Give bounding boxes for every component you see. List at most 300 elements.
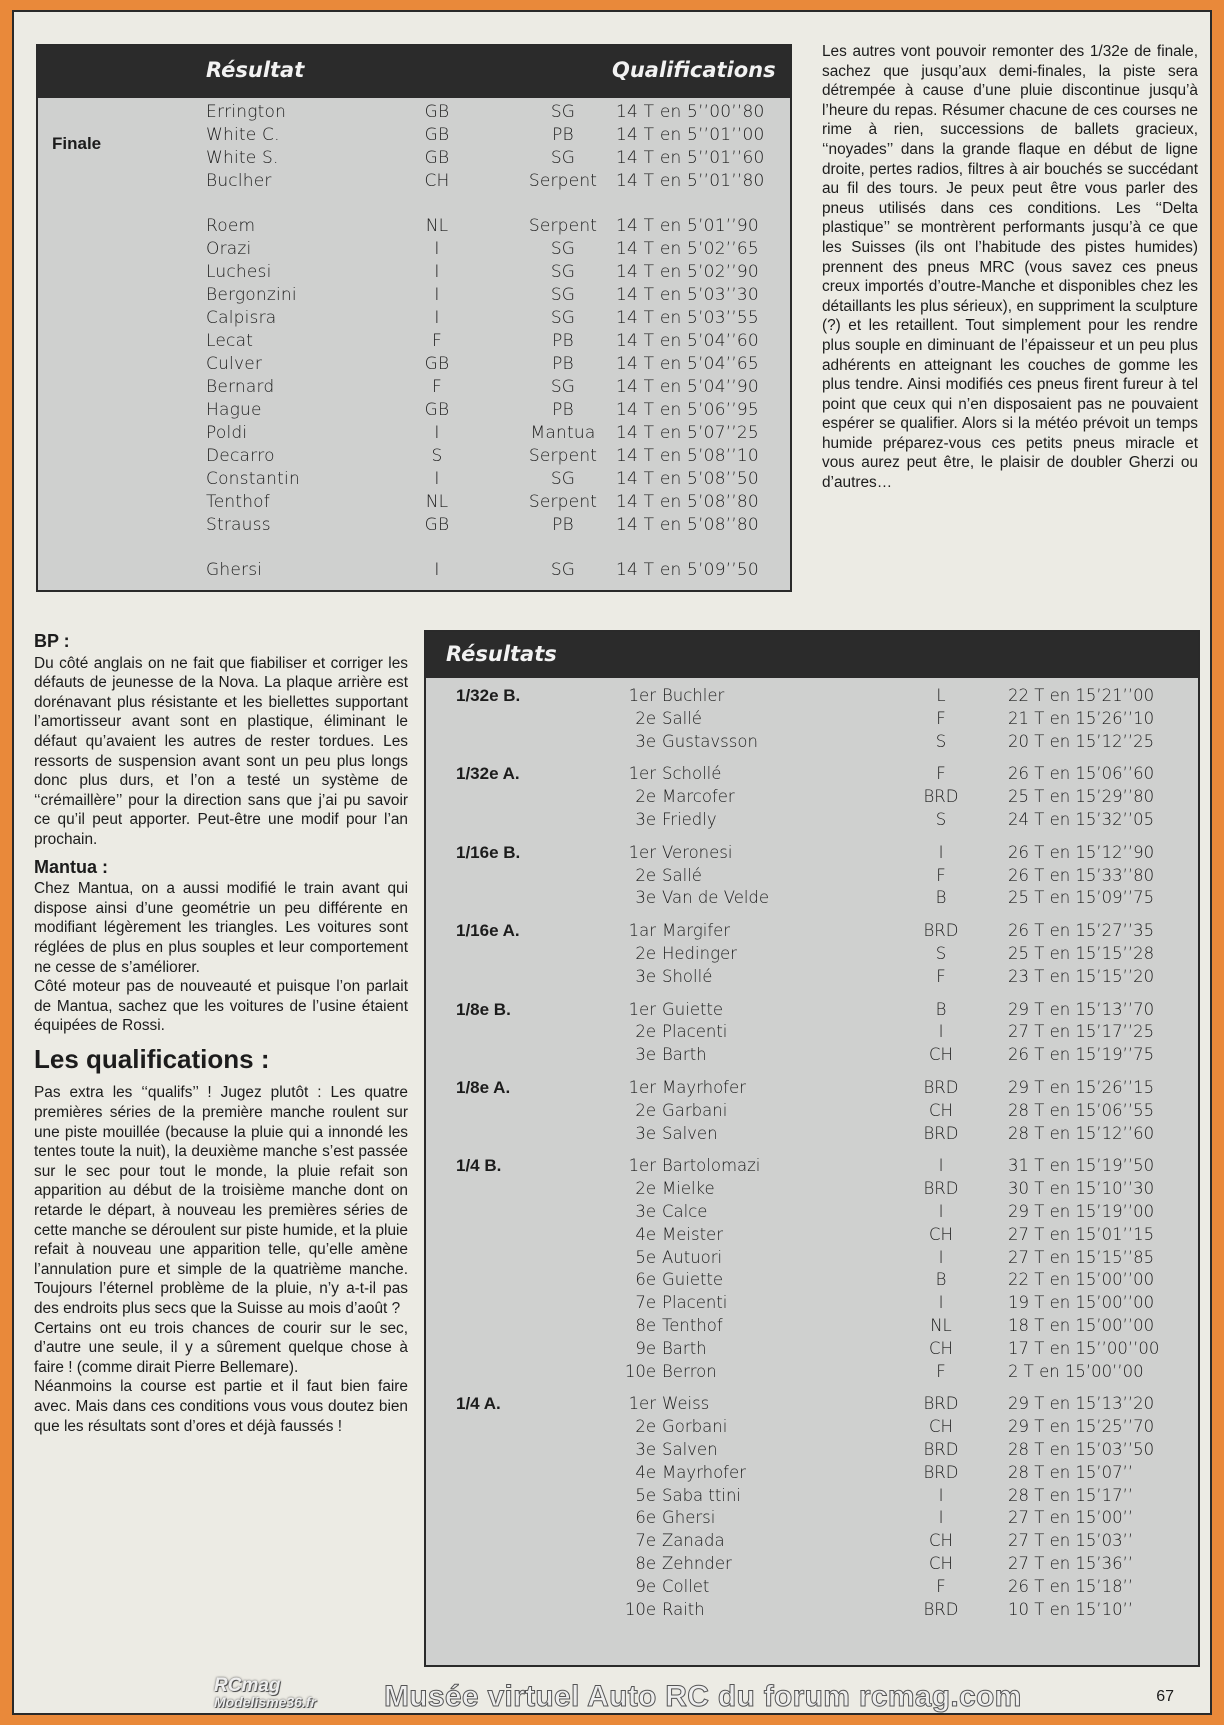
driver-name: Poldi bbox=[206, 423, 248, 443]
result-rank: 3e bbox=[635, 1440, 656, 1459]
driver-nationality: CH bbox=[929, 1417, 953, 1437]
race-time: 26 T en 15’33’’80 bbox=[1008, 865, 1155, 885]
driver-name: Placenti bbox=[662, 1022, 728, 1042]
driver-name: Barth bbox=[662, 1045, 707, 1065]
driver-nationality: BRD bbox=[923, 921, 959, 941]
result-rank: 10e bbox=[624, 1599, 656, 1619]
driver-name: Tenthof bbox=[662, 1316, 723, 1335]
result-rank: 4e bbox=[635, 1462, 656, 1482]
car-make: SG bbox=[550, 560, 576, 580]
header-qualifications: Qualifications bbox=[612, 58, 776, 82]
driver-nationality: I bbox=[434, 308, 440, 328]
driver-nationality: I bbox=[938, 1485, 944, 1505]
qualification-row bbox=[38, 308, 790, 331]
lap-time: 14 T en 5’04’’65 bbox=[616, 354, 759, 374]
result-rank: 1er bbox=[628, 1394, 656, 1414]
result-rank: 9e bbox=[635, 1576, 656, 1596]
qualification-row bbox=[38, 148, 790, 171]
mantua-paragraph-1: Chez Mantua, on a aussi modifié le train avant qui dispose ainsi d’une geométrie un peu différente en modifiant légèrement les triangles. Les voitures sont réglées de plus en plus souples et leur comportement ne cesse de s’améliorer. bbox=[34, 880, 408, 976]
result-row bbox=[426, 1000, 1198, 1022]
driver-nationality: GB bbox=[424, 354, 450, 374]
race-time: 26 T en 15’06’’60 bbox=[1008, 764, 1155, 784]
driver-name: White C. bbox=[206, 125, 280, 145]
lap-time: 14 T en 5’01’’90 bbox=[616, 216, 759, 236]
lap-time: 14 T en 5’’01’’80 bbox=[616, 171, 765, 191]
result-rank: 7e bbox=[635, 1293, 656, 1313]
driver-name: Friedly bbox=[662, 810, 717, 829]
driver-nationality: I bbox=[434, 469, 440, 489]
race-time: 26 T en 15’19’’75 bbox=[1008, 1045, 1155, 1065]
race-time: 24 T en 15’32’’05 bbox=[1008, 810, 1155, 829]
result-row bbox=[426, 1179, 1198, 1201]
category-label: 1/32e B. bbox=[456, 686, 521, 705]
race-time: 31 T en 15’19’’50 bbox=[1008, 1156, 1155, 1176]
driver-name: Luchesi bbox=[206, 262, 272, 282]
qualification-row bbox=[38, 125, 790, 148]
driver-nationality: F bbox=[936, 708, 946, 728]
result-rank: 2e bbox=[635, 1417, 656, 1437]
logo-line-1: RCmag bbox=[214, 1675, 281, 1696]
driver-nationality: NL bbox=[930, 1316, 952, 1335]
result-rank: 2e bbox=[635, 1179, 656, 1199]
car-make: SG bbox=[550, 285, 576, 305]
result-row bbox=[426, 1417, 1198, 1439]
result-row bbox=[426, 1362, 1198, 1384]
left-article-column bbox=[34, 628, 408, 1444]
race-time: 25 T en 15’29’’80 bbox=[1008, 787, 1155, 807]
result-row bbox=[426, 843, 1198, 865]
rcmag-logo bbox=[214, 1675, 316, 1710]
race-time: 27 T en 15’01’’15 bbox=[1008, 1224, 1155, 1244]
driver-name: Margifer bbox=[662, 921, 731, 941]
result-row bbox=[426, 1577, 1198, 1599]
result-row bbox=[426, 1440, 1198, 1462]
result-rank: 3e bbox=[635, 1202, 656, 1221]
driver-name: Saba ttini bbox=[662, 1485, 741, 1505]
lap-time: 14 T en 5’08’’10 bbox=[616, 446, 759, 466]
driver-nationality: I bbox=[434, 285, 440, 305]
lap-time: 14 T en 5’’01’’00 bbox=[616, 125, 765, 145]
qualification-row bbox=[38, 216, 790, 239]
car-make: Serpent bbox=[528, 171, 598, 191]
results-table-header bbox=[426, 632, 1198, 678]
result-rank: 7e bbox=[635, 1531, 656, 1551]
race-time: 25 T en 15’09’’75 bbox=[1008, 888, 1155, 908]
driver-name: Shollé bbox=[662, 966, 713, 986]
result-rank: 3e bbox=[635, 1045, 656, 1065]
driver-name: Marcofer bbox=[662, 787, 735, 807]
car-make: PB bbox=[552, 331, 574, 351]
driver-name: Mielke bbox=[662, 1179, 715, 1199]
driver-name: Meister bbox=[662, 1224, 723, 1244]
qualification-row bbox=[38, 331, 790, 354]
result-row bbox=[426, 1270, 1198, 1292]
race-time: 30 T en 15’10’’30 bbox=[1008, 1179, 1155, 1199]
driver-nationality: BRD bbox=[923, 1123, 959, 1143]
qualification-row bbox=[38, 262, 790, 285]
driver-nationality: I bbox=[434, 262, 440, 282]
driver-name: Guiette bbox=[662, 999, 724, 1019]
result-row bbox=[426, 944, 1198, 966]
car-make: Serpent bbox=[528, 492, 598, 512]
driver-nationality: I bbox=[938, 842, 944, 862]
mantua-paragraph-2: Côté moteur pas de nouveauté et puisque l’on parlait de Mantua, sachez que les voitures de l’usine étaient équipées de Rossi. bbox=[34, 978, 408, 1035]
page-footer bbox=[14, 1676, 1210, 1715]
result-row bbox=[426, 709, 1198, 731]
driver-nationality: S bbox=[431, 446, 443, 466]
driver-name: Bernard bbox=[206, 377, 275, 397]
driver-nationality: S bbox=[935, 944, 947, 963]
driver-nationality: CH bbox=[929, 1100, 953, 1120]
driver-name: Van de Velde bbox=[662, 888, 770, 908]
results-table bbox=[424, 630, 1200, 1667]
car-make: PB bbox=[552, 400, 574, 420]
driver-nationality: NL bbox=[425, 492, 449, 512]
qualification-row bbox=[38, 377, 790, 400]
category-label: 1/4 B. bbox=[456, 1156, 502, 1176]
driver-name: Sallé bbox=[662, 865, 702, 885]
header-resultats: Résultats bbox=[446, 642, 557, 666]
lap-time: 14 T en 5’03’’30 bbox=[616, 285, 759, 305]
lap-time: 14 T en 5’03’’55 bbox=[616, 308, 759, 328]
bp-heading: BP : bbox=[34, 631, 70, 651]
race-time: 27 T en 15’36’’ bbox=[1008, 1554, 1134, 1573]
lap-time: 14 T en 5’02’’90 bbox=[616, 262, 759, 282]
race-time: 29 T en 15’13’’20 bbox=[1008, 1394, 1155, 1414]
category-label: 1/32e A. bbox=[456, 764, 520, 784]
driver-nationality: I bbox=[938, 1293, 944, 1313]
result-row bbox=[426, 1248, 1198, 1270]
driver-name: Decarro bbox=[206, 446, 275, 466]
driver-name: Gustavsson bbox=[662, 731, 758, 751]
category-label: 1/16e B. bbox=[456, 842, 521, 862]
driver-nationality: BRD bbox=[923, 1179, 959, 1199]
qualifications-table bbox=[36, 44, 792, 592]
result-row bbox=[426, 764, 1198, 786]
driver-nationality: BRD bbox=[923, 1078, 959, 1097]
driver-nationality: I bbox=[434, 560, 440, 580]
qualifications-table-header bbox=[38, 46, 790, 98]
category-label: 1/16e A. bbox=[456, 921, 520, 941]
driver-nationality: BRD bbox=[923, 1394, 959, 1414]
result-rank: 1er bbox=[628, 764, 656, 784]
driver-nationality: B bbox=[935, 1270, 947, 1290]
race-time: 23 T en 15’15’’20 bbox=[1008, 966, 1155, 986]
driver-nationality: F bbox=[936, 966, 946, 986]
car-make: Serpent bbox=[528, 216, 598, 236]
lap-time: 14 T en 5’07’’25 bbox=[616, 423, 759, 443]
race-time: 20 T en 15’12’’25 bbox=[1008, 731, 1155, 751]
car-make: SG bbox=[550, 469, 576, 489]
driver-name: Collet bbox=[662, 1576, 710, 1596]
result-rank: 2e bbox=[635, 1100, 656, 1120]
result-row bbox=[426, 1078, 1198, 1100]
driver-name: Buclher bbox=[206, 171, 272, 191]
result-rank: 8e bbox=[635, 1554, 656, 1573]
result-rank: 2e bbox=[635, 865, 656, 885]
driver-nationality: NL bbox=[425, 216, 449, 236]
qualification-row bbox=[38, 515, 790, 538]
race-time: 29 T en 15’19’’00 bbox=[1008, 1202, 1155, 1221]
lap-time: 14 T en 5’04’’60 bbox=[616, 331, 759, 351]
result-row bbox=[426, 888, 1198, 910]
race-time: 29 T en 15’26’’15 bbox=[1008, 1078, 1155, 1097]
result-row bbox=[426, 1045, 1198, 1067]
lap-time: 14 T en 5’08’’50 bbox=[616, 469, 759, 489]
driver-nationality: I bbox=[938, 1202, 944, 1221]
driver-nationality: I bbox=[938, 1156, 944, 1176]
qualification-row bbox=[38, 400, 790, 423]
result-row bbox=[426, 1463, 1198, 1485]
driver-name: Autuori bbox=[662, 1247, 723, 1267]
car-make: PB bbox=[552, 354, 574, 374]
driver-name: Garbani bbox=[662, 1100, 728, 1120]
car-make: PB bbox=[552, 125, 574, 145]
result-rank: 2e bbox=[635, 944, 656, 963]
race-time: 25 T en 15’15’’28 bbox=[1008, 944, 1155, 963]
result-rank: 3e bbox=[635, 966, 656, 986]
race-time: 2 T en 15’00’’00 bbox=[1008, 1361, 1144, 1381]
driver-nationality: I bbox=[434, 239, 440, 259]
driver-name: Culver bbox=[206, 354, 263, 374]
driver-nationality: GB bbox=[424, 102, 450, 122]
result-row bbox=[426, 1156, 1198, 1178]
car-make: SG bbox=[550, 377, 576, 397]
driver-nationality: S bbox=[935, 731, 947, 751]
qualifications-paragraph-3: Néanmoins la course est partie et il faut bien faire avec. Mais dans ces conditions vous vous doutez bien que les résultats sont d’ores et déjà faussés ! bbox=[34, 1378, 408, 1435]
race-time: 28 T en 15’06’’55 bbox=[1008, 1100, 1155, 1120]
page-number: 67 bbox=[1156, 1688, 1174, 1705]
driver-nationality: CH bbox=[424, 171, 450, 191]
bp-paragraph: Du côté anglais on ne fait que fiabiliser et corriger les défauts de jeunesse de la Nova. La plaque arrière est dorénavant plus résistante et les biellettes supportant l’amortisseur avant sont en plastique, éliminant le défaut qu’avaient les autres de rester tordues. Les ressorts de suspension avant sont un peu plus longs donc plus durs, et l’on a testé un système de ‘‘crémaillère’’ pour la direction sans que j’ai pu savoir ce qu’il peut apporter. Peut-être une modif pour l’an prochain. bbox=[34, 654, 408, 848]
lap-time: 14 T en 5’02’’65 bbox=[616, 239, 759, 259]
result-row bbox=[426, 1394, 1198, 1416]
driver-name: Schollé bbox=[662, 764, 722, 784]
driver-name: Guiette bbox=[662, 1270, 724, 1290]
result-rank: 3e bbox=[635, 810, 656, 829]
driver-name: Salven bbox=[662, 1123, 718, 1143]
result-rank: 2e bbox=[635, 1022, 656, 1042]
driver-nationality: BRD bbox=[923, 1462, 959, 1482]
result-row bbox=[426, 732, 1198, 754]
qualification-row bbox=[38, 492, 790, 515]
qualification-row bbox=[38, 354, 790, 377]
lap-time: 14 T en 5’09’’50 bbox=[616, 560, 759, 580]
race-time: 26 T en 15’18’’ bbox=[1008, 1576, 1134, 1596]
intro-article-text: Les autres vont pouvoir remonter des 1/32e de finale, sachez que jusqu’aux demi-finales, la piste sera détrempée à cause d’une pluie discontinue jusqu’à l’heure du repas. Résumer chacune de ces courses ne rime à rien, successions de ballets gracieux, ‘‘noyades’’ dans la grande flaque en début de ligne droite, pertes radios, filtres à air bouchés se succédant au fil des tours. Je peux peut être vous parler des pneus utilisés dans ces conditions. Les ‘‘Delta plastique’’ se montrèrent performants jusqu’à ce que les Suisses (ils ont l’habitude des pistes humides) prennent des pneus MRC (vous savez ces pneus creux importés d’outre-Manche et disponibles chez les détaillants les plus sérieux), en suppriment la sculpture (?) et les retaillent. Tout simplement pour les rendre plus souple en diminuant de l’épaisseur et un peu plus adhérents en atteignant les couches de gomme les plus tendre. Ainsi modifiés ces pneus firent fureur à tel point que ceux qui n’en disposaient pas ne pouvaient espérer se qualifier. Alors si la météo prévoit un temps humide préparez-vous ces petits pneus miracle et vous aurez peut être, le plaisir de doubler Gherzi ou d’autres… bbox=[822, 43, 1198, 492]
driver-name: Orazi bbox=[206, 239, 252, 259]
result-rank: 6e bbox=[635, 1270, 656, 1290]
museum-banner: Musée virtuel Auto RC du forum rcmag.com bbox=[384, 1680, 1022, 1713]
driver-nationality: F bbox=[936, 764, 946, 784]
result-row bbox=[426, 1225, 1198, 1247]
mantua-heading: Mantua : bbox=[34, 856, 108, 877]
race-time: 28 T en 15’03’’50 bbox=[1008, 1440, 1155, 1459]
result-row bbox=[426, 921, 1198, 943]
driver-nationality: S bbox=[935, 810, 947, 829]
driver-name: Salven bbox=[662, 1440, 718, 1459]
qualifications-paragraph-2: Certains ont eu trois chances de courir sur le sec, d’autre une seule, il y a sûrement quelque chose à faire ! (comme dirait Pierre Bellemare). bbox=[34, 1319, 408, 1376]
driver-name: Weiss bbox=[662, 1394, 710, 1414]
driver-name: Strauss bbox=[206, 515, 271, 535]
lap-time: 14 T en 5’’00’’80 bbox=[616, 102, 765, 122]
lap-time: 14 T en 5’08’’80 bbox=[616, 492, 759, 512]
driver-nationality: F bbox=[432, 331, 442, 351]
qualification-row bbox=[38, 285, 790, 308]
result-rank: 8e bbox=[635, 1316, 656, 1335]
driver-name: Hague bbox=[206, 400, 262, 420]
result-rank: 2e bbox=[635, 787, 656, 807]
car-make: SG bbox=[550, 308, 576, 328]
result-row bbox=[426, 1486, 1198, 1508]
qualification-row bbox=[38, 446, 790, 469]
result-row bbox=[426, 1316, 1198, 1338]
driver-name: Lecat bbox=[206, 331, 254, 351]
race-time: 10 T en 15’10’’ bbox=[1008, 1599, 1134, 1619]
magazine-page bbox=[12, 10, 1212, 1715]
qualification-row bbox=[38, 560, 790, 583]
result-rank: 5e bbox=[635, 1247, 656, 1267]
driver-nationality: BRD bbox=[923, 787, 959, 807]
result-rank: 2e bbox=[635, 708, 656, 728]
qualifications-table-body bbox=[38, 98, 790, 590]
driver-nationality: GB bbox=[424, 400, 450, 420]
result-row bbox=[426, 1202, 1198, 1224]
driver-nationality: GB bbox=[424, 125, 450, 145]
driver-name: Mayrhofer bbox=[662, 1078, 746, 1097]
result-rank: 4e bbox=[635, 1224, 656, 1244]
driver-nationality: CH bbox=[929, 1224, 953, 1244]
race-time: 22 T en 15’00’’00 bbox=[1008, 1270, 1155, 1290]
driver-nationality: GB bbox=[424, 148, 450, 168]
driver-name: Berron bbox=[662, 1361, 717, 1381]
result-row bbox=[426, 1531, 1198, 1553]
race-time: 28 T en 15’17’’ bbox=[1008, 1485, 1134, 1505]
driver-name: Raith bbox=[662, 1599, 705, 1619]
race-time: 28 T en 15’12’’60 bbox=[1008, 1123, 1155, 1143]
result-row bbox=[426, 1124, 1198, 1146]
category-label: 1/4 A. bbox=[456, 1394, 501, 1414]
car-make: Mantua bbox=[530, 423, 596, 443]
driver-name: Zanada bbox=[662, 1531, 725, 1551]
result-rank: 6e bbox=[635, 1508, 656, 1528]
driver-name: Placenti bbox=[662, 1293, 728, 1313]
race-time: 26 T en 15’12’’90 bbox=[1008, 842, 1155, 862]
driver-name: Errington bbox=[206, 102, 287, 122]
driver-nationality: BRD bbox=[923, 1440, 959, 1459]
result-rank: 3e bbox=[635, 731, 656, 751]
race-time: 21 T en 15’26’’10 bbox=[1008, 708, 1155, 728]
driver-name: Bartolomazi bbox=[662, 1156, 761, 1176]
driver-nationality: F bbox=[936, 1361, 946, 1381]
result-rank: 3e bbox=[635, 888, 656, 908]
driver-nationality: B bbox=[935, 999, 947, 1019]
driver-nationality: I bbox=[938, 1247, 944, 1267]
result-row bbox=[426, 1554, 1198, 1576]
race-time: 18 T en 15’00’’00 bbox=[1008, 1316, 1155, 1335]
lap-time: 14 T en 5’04’’90 bbox=[616, 377, 759, 397]
race-time: 27 T en 15’15’’85 bbox=[1008, 1247, 1155, 1267]
race-time: 28 T en 15’07’’ bbox=[1008, 1462, 1134, 1482]
driver-nationality: L bbox=[936, 686, 946, 705]
driver-name: Buchler bbox=[662, 686, 725, 705]
driver-name: Mayrhofer bbox=[662, 1462, 746, 1482]
driver-nationality: I bbox=[434, 423, 440, 443]
result-rank: 1er bbox=[628, 686, 656, 705]
qualification-row bbox=[38, 469, 790, 492]
category-label: 1/8e A. bbox=[456, 1078, 511, 1097]
driver-name: Roem bbox=[206, 216, 256, 236]
lap-time: 14 T en 5’08’’80 bbox=[616, 515, 759, 535]
race-time: 29 T en 15’13’’70 bbox=[1008, 999, 1155, 1019]
result-rank: 1er bbox=[628, 999, 656, 1019]
result-rank: 5e bbox=[635, 1485, 656, 1505]
result-row bbox=[426, 1022, 1198, 1044]
driver-name: Sallé bbox=[662, 708, 702, 728]
qualification-row bbox=[38, 171, 790, 194]
result-rank: 10e bbox=[624, 1361, 656, 1381]
driver-nationality: CH bbox=[929, 1045, 953, 1065]
header-resultat: Résultat bbox=[206, 58, 305, 82]
result-row bbox=[426, 1339, 1198, 1361]
result-rank: 1ar bbox=[628, 921, 656, 941]
lap-time: 14 T en 5’’01’’60 bbox=[616, 148, 765, 168]
result-row bbox=[426, 967, 1198, 989]
race-time: 29 T en 15’25’’70 bbox=[1008, 1417, 1155, 1437]
qualification-row bbox=[38, 423, 790, 446]
result-rank: 1er bbox=[628, 1078, 656, 1097]
result-row bbox=[426, 866, 1198, 888]
result-rank: 3e bbox=[635, 1123, 656, 1143]
driver-nationality: CH bbox=[929, 1338, 953, 1358]
result-row bbox=[426, 810, 1198, 832]
driver-name: Barth bbox=[662, 1338, 707, 1358]
driver-nationality: GB bbox=[424, 515, 450, 535]
car-make: PB bbox=[552, 515, 574, 535]
race-time: 26 T en 15’27’’35 bbox=[1008, 921, 1155, 941]
car-make: SG bbox=[550, 239, 576, 259]
result-rank: 1er bbox=[628, 1156, 656, 1176]
driver-nationality: F bbox=[936, 865, 946, 885]
driver-name: Tenthof bbox=[206, 492, 270, 512]
qualifications-paragraph-1: Pas extra les ‘‘qualifs’’ ! Jugez plutôt : Les quatre premières séries de la première manche roulent sur une piste mouillée (because la pluie qui a innondé les tentes toute la nuit), la deuxième manche s’est passée sur le sec pour tout le monde, la pluie refait son apparition au début de la troisième manche dont on retarde le départ, à nouveau les premières séries de cette manche se déroulent sur piste humide, et la pluie refait à nouveau une apparition telle, qu’elle amène l’annulation pure et simple de la quatrième manche. Toujours l’éternel problème de la pluie, n’y a-t-il pas des endroits plus secs que la Suisse au mois d’août ? bbox=[34, 1084, 408, 1317]
result-rank: 1er bbox=[628, 842, 656, 862]
qualification-row bbox=[38, 102, 790, 125]
driver-name: Veronesi bbox=[662, 842, 733, 862]
category-label: 1/8e B. bbox=[456, 999, 511, 1019]
logo-line-2: Modelisme36.fr bbox=[214, 1694, 316, 1710]
race-time: 19 T en 15’00’’00 bbox=[1008, 1293, 1155, 1313]
driver-nationality: CH bbox=[929, 1531, 953, 1551]
driver-name: Hedinger bbox=[662, 944, 737, 963]
finale-label: Finale bbox=[52, 134, 102, 153]
car-make: SG bbox=[550, 102, 576, 122]
driver-name: Constantin bbox=[206, 469, 300, 489]
driver-name: Ghersi bbox=[206, 560, 263, 580]
driver-name: Gorbani bbox=[662, 1417, 728, 1437]
driver-name: Ghersi bbox=[662, 1508, 716, 1528]
qualifications-heading: Les qualifications : bbox=[34, 1043, 270, 1074]
driver-nationality: B bbox=[935, 888, 947, 908]
race-time: 22 T en 15’21’’00 bbox=[1008, 686, 1155, 705]
driver-nationality: I bbox=[938, 1508, 944, 1528]
driver-name: Calce bbox=[662, 1202, 708, 1221]
result-row bbox=[426, 1101, 1198, 1123]
driver-nationality: F bbox=[432, 377, 442, 397]
lap-time: 14 T en 5’06’’95 bbox=[616, 400, 759, 420]
result-row bbox=[426, 787, 1198, 809]
driver-nationality: F bbox=[936, 1576, 946, 1596]
